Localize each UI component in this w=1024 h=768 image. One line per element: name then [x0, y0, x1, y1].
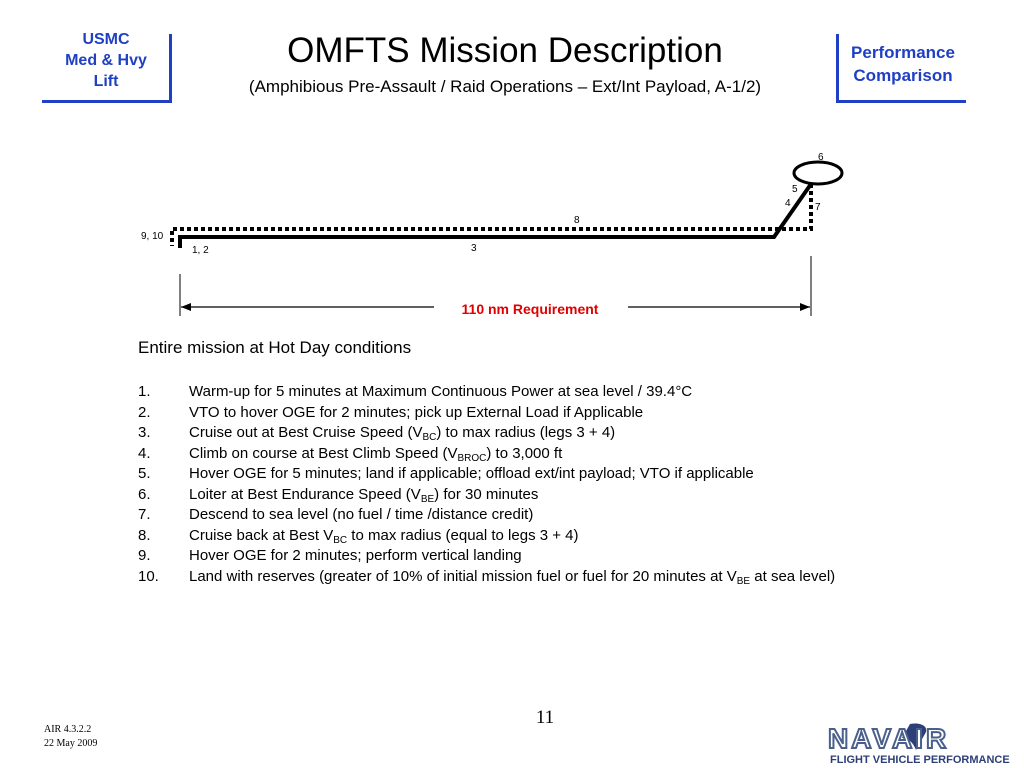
- header-left-divider: [169, 34, 172, 103]
- mission-step-text: VTO to hover OGE for 2 minutes; pick up External Load if Applicable: [189, 403, 644, 421]
- mission-step-number: 5.: [138, 465, 151, 482]
- mission-step-text-part: Land with reserves (greater of 10% of initial mission fuel or fuel for 20 minutes at V: [189, 567, 737, 585]
- document-date: 22 May 2009: [44, 738, 98, 749]
- mission-step-text-part: Cruise back at Best V: [189, 526, 334, 544]
- mission-step-number: 6.: [138, 485, 151, 503]
- mission-step-text-part: Cruise out at Best Cruise Speed (V: [189, 424, 423, 441]
- header-right-line: Comparison: [853, 66, 953, 85]
- header-left-line: Lift: [93, 73, 119, 90]
- mission-step-number: 2.: [138, 403, 151, 421]
- label-4: 4: [785, 198, 791, 209]
- page-subtitle: (Amphibious Pre-Assault / Raid Operations – Ext/Int Payload, A-1/2): [248, 77, 762, 96]
- label-5: 5: [792, 184, 798, 195]
- header-right-label: [840, 41, 966, 87]
- requirement-arrowhead-left: [181, 303, 191, 311]
- requirement-arrowhead-right: [800, 303, 810, 311]
- label-7: 7: [815, 202, 821, 213]
- mission-step-text-part: at sea level): [750, 567, 836, 585]
- label-1-2: 1, 2: [192, 245, 209, 256]
- mission-step-text: [189, 567, 835, 588]
- speed-subscript: BC: [333, 534, 348, 546]
- header-left-line: USMC: [82, 31, 130, 48]
- label-6: 6: [818, 152, 824, 163]
- mission-step-text: [189, 526, 579, 547]
- speed-subscript: BE: [736, 575, 751, 587]
- requirement-label: 110 nm Requirement: [461, 301, 599, 317]
- mission-step-text: Warm-up for 5 minutes at Maximum Continuous Power at sea level / 39.4°C: [189, 383, 693, 400]
- mission-step-text: [189, 423, 615, 444]
- document-number: AIR 4.3.2.2: [44, 724, 92, 735]
- mission-step-number: 8.: [138, 526, 151, 544]
- speed-subscript: BROC: [457, 452, 487, 464]
- label-3: 3: [471, 243, 477, 254]
- mission-step-text: Hover OGE for 2 minutes; perform vertical landing: [189, 547, 522, 564]
- mission-step-number: 4.: [138, 444, 151, 462]
- header-left-underline: [42, 100, 170, 103]
- label-8: 8: [574, 215, 580, 226]
- mission-step-text-part: to max radius (equal to legs 3 + 4): [347, 526, 579, 544]
- mission-step-text-part: ) to 3,000 ft: [486, 444, 563, 462]
- header-left-label: [44, 29, 168, 92]
- logo-wordmark: NAVAIR: [828, 723, 950, 754]
- mission-step-number: 10.: [138, 567, 159, 585]
- header-right-underline: [836, 100, 966, 103]
- mission-step-number: 1.: [138, 383, 151, 400]
- mission-step-number: 9.: [138, 547, 151, 564]
- mission-step-text-part: ) to max radius (legs 3 + 4): [436, 424, 616, 441]
- label-9-10: 9, 10: [141, 231, 164, 242]
- header-right-line: Performance: [851, 43, 955, 62]
- outbound-path: [180, 184, 811, 248]
- speed-subscript: BE: [420, 493, 435, 505]
- mission-step-text-part: ) for 30 minutes: [434, 485, 539, 503]
- mission-step-text-part: Climb on course at Best Climb Speed (V: [189, 444, 458, 462]
- mission-conditions: Entire mission at Hot Day conditions: [138, 338, 412, 357]
- speed-subscript: BC: [422, 432, 437, 443]
- header-right-divider: [836, 34, 839, 103]
- navair-logo: [824, 720, 1014, 766]
- loiter-oval: [794, 162, 842, 184]
- mission-step-text: Hover OGE for 5 minutes; land if applicable; offload ext/int payload; VTO if applicable: [189, 465, 754, 482]
- header-left-line: Med & Hvy: [65, 52, 147, 69]
- page-number: 11: [535, 707, 555, 728]
- mission-step-text: [189, 485, 538, 506]
- mission-step-text: [189, 444, 562, 465]
- document-id: [44, 723, 97, 751]
- logo-tagline: FLIGHT VEHICLE PERFORMANCE: [830, 754, 1010, 766]
- mission-step-number: 7.: [138, 506, 151, 523]
- page-title: OMFTS Mission Description: [287, 31, 723, 70]
- mission-step-number: 3.: [138, 424, 151, 441]
- mission-step-text: Descend to sea level (no fuel / time /distance credit): [189, 506, 534, 523]
- mission-step-text-part: Loiter at Best Endurance Speed (V: [189, 485, 421, 503]
- mission-profile-diagram: [0, 140, 1024, 330]
